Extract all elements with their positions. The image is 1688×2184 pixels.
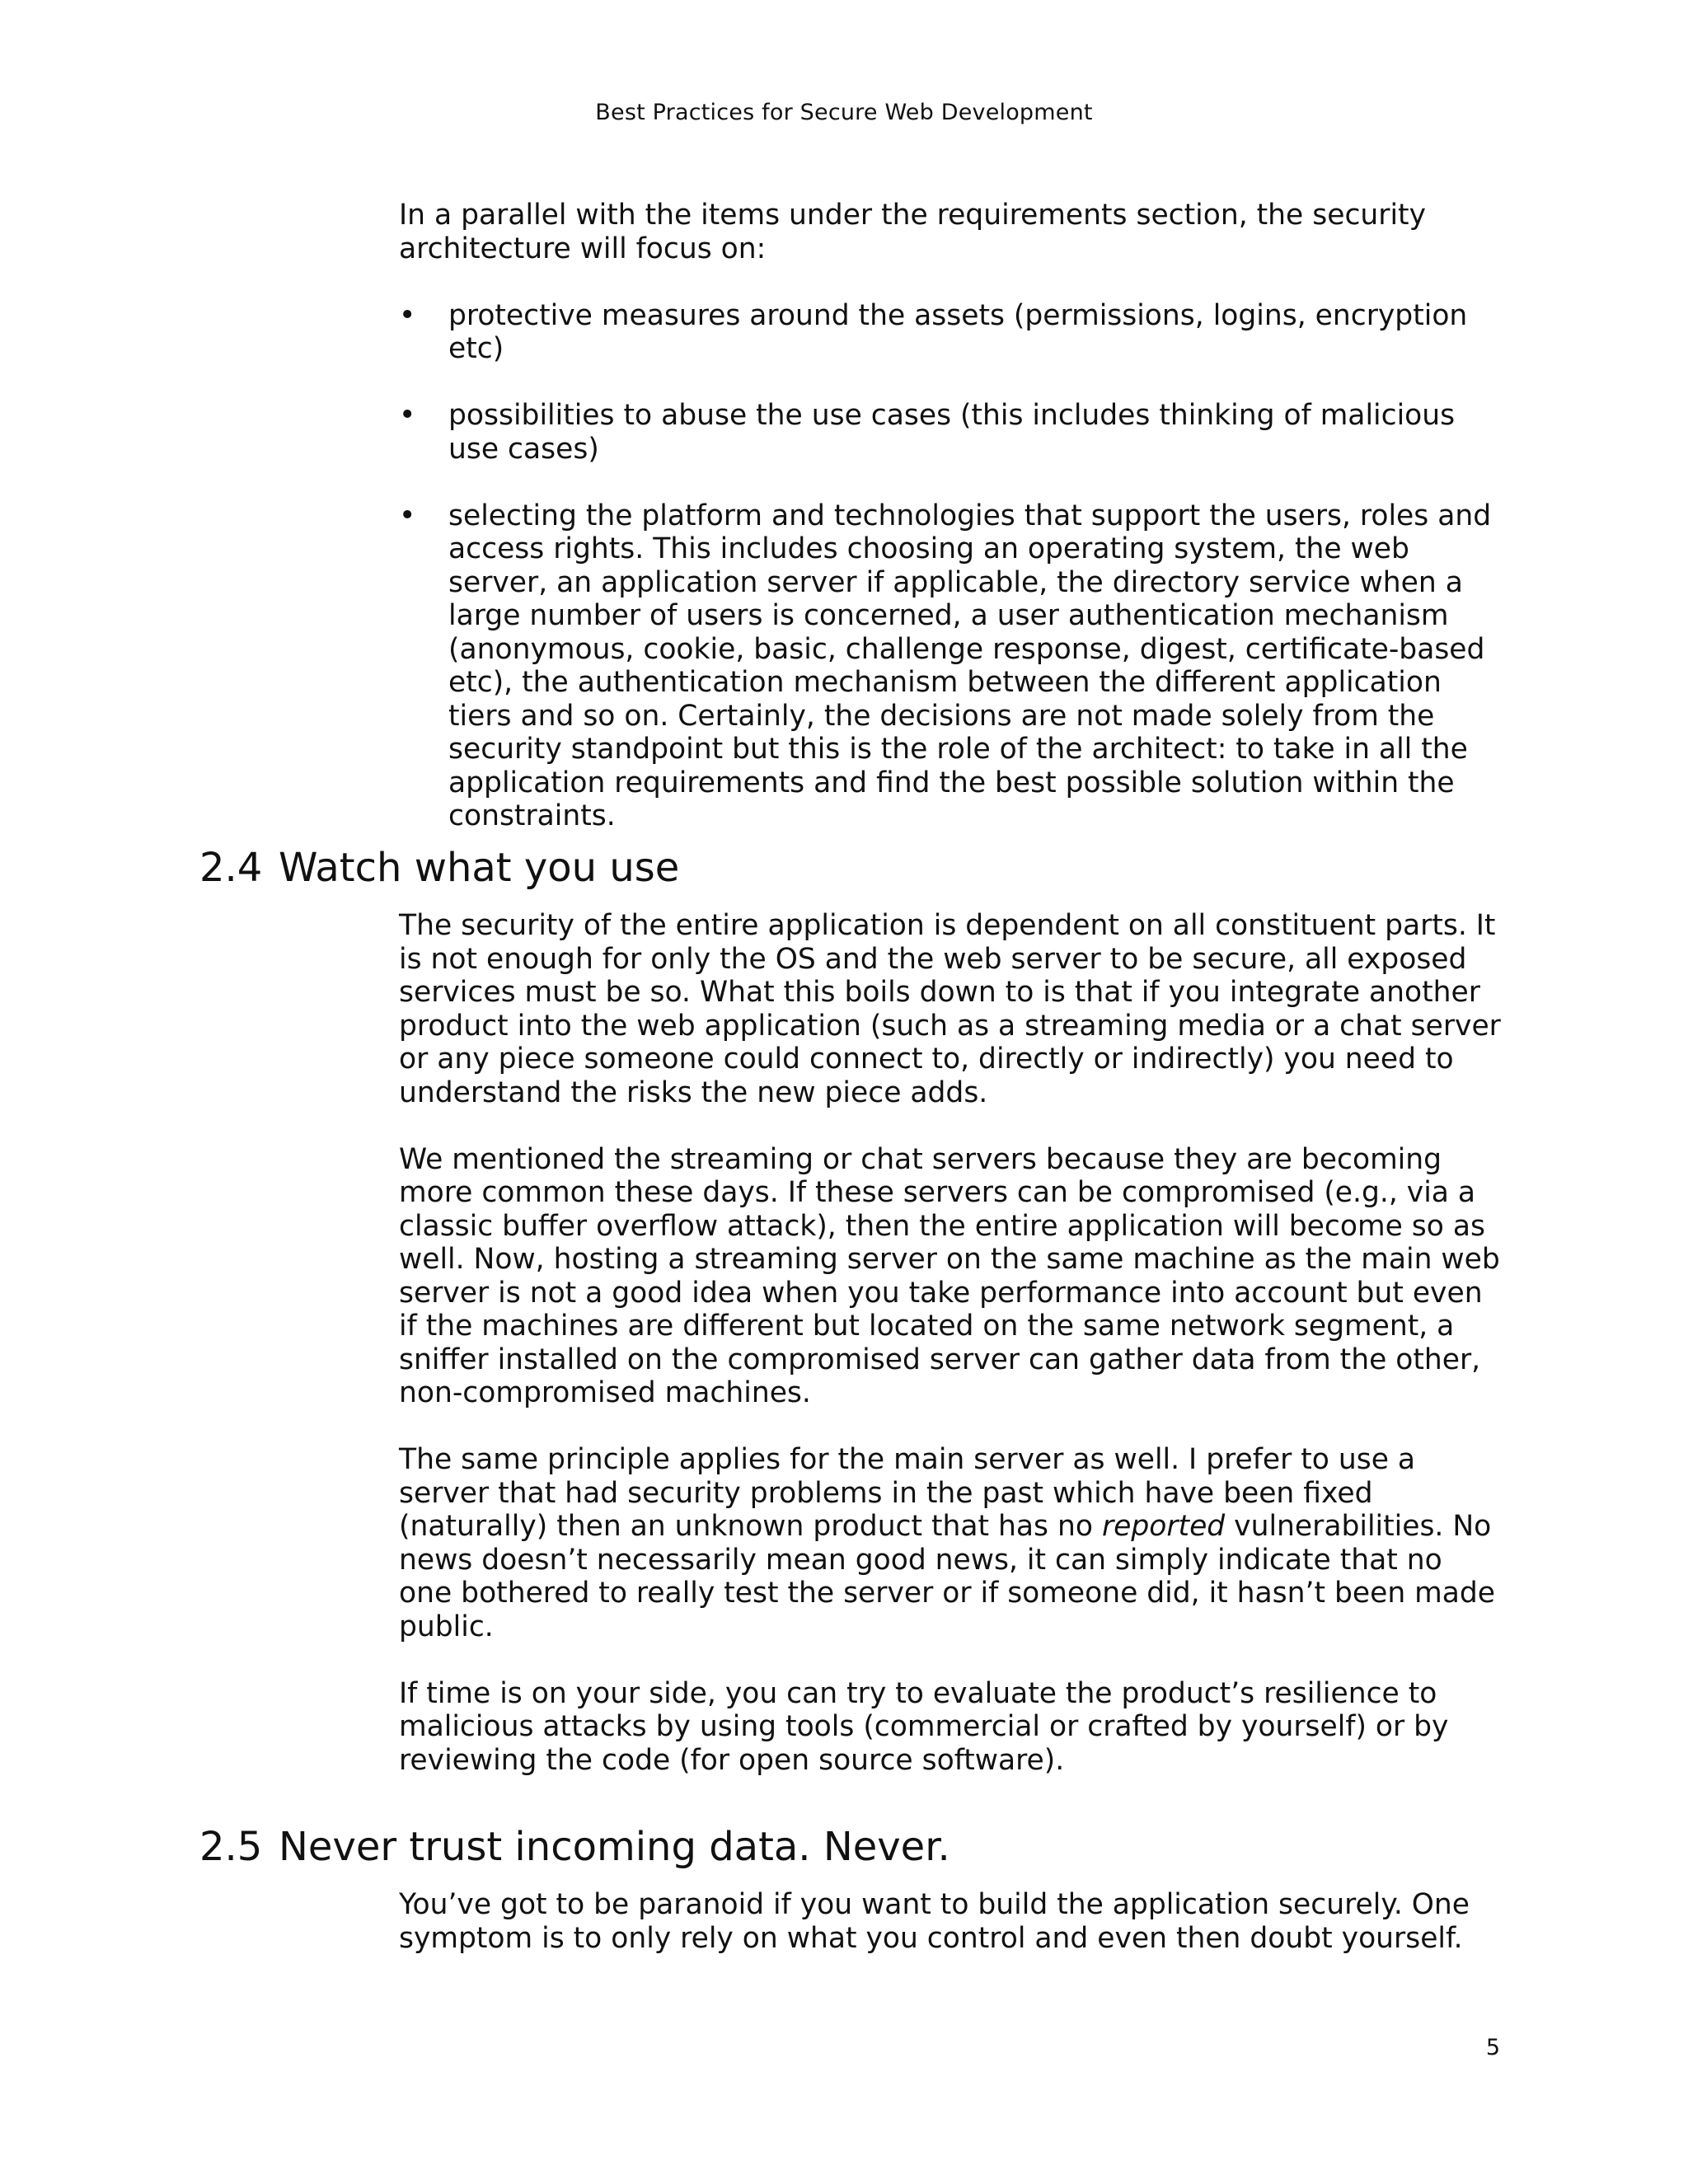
- section-number: 2.5: [199, 1824, 263, 1870]
- list-item-text: protective measures around the assets (permissions, logins, encryption etc): [448, 298, 1468, 365]
- paragraph: [399, 1443, 1503, 1643]
- bullet-icon: •: [399, 499, 416, 532]
- bullet-list: [399, 299, 1503, 833]
- list-item-text: selecting the platform and technologies that support the users, roles and access rights. This includes choosing an operating system, the web server, an application server if applicable, the directory service when a large number of users is concerned, a user authentication mechanism (anonymous, cookie, basic, challenge response, digest, certificate-based etc), the authentication mechanism between the different application tiers and so on. Certainly, the decisions are not made solely from the security standpoint but this is the role of the architect: to take in all the application requirements and find the best possible solution within the constraints.: [448, 499, 1492, 832]
- section-heading-2-4: [199, 845, 1518, 891]
- paragraph: If time is on your side, you can try to evaluate the product’s resilience to malicious attacks by using tools (commercial or crafted by yourself) or by reviewing the code (for open source software).: [399, 1676, 1449, 1777]
- section-2-5-body: [399, 1888, 1503, 1955]
- section-2-4-body: [399, 909, 1503, 1777]
- section-title: Never trust incoming data. Never.: [279, 1824, 950, 1870]
- paragraph-text: The same principle applies for the main server as well. I prefer to use a server that had security problems in the past which have been fixed (naturally) then an unknown product that has no: [399, 1443, 1416, 1543]
- intro-block: [399, 199, 1503, 833]
- section-number: 2.4: [199, 845, 263, 891]
- list-item: [399, 399, 1503, 466]
- paragraph: You’ve got to be paranoid if you want to build the application securely. One symptom is to only rely on what you control and even then doubt yourself.: [399, 1888, 1470, 1955]
- intro-paragraph: In a parallel with the items under the requirements section, the security architecture will focus on:: [399, 199, 1426, 265]
- section-heading-2-5: [199, 1824, 1518, 1870]
- page-number: 5: [1485, 2035, 1500, 2060]
- bullet-icon: •: [399, 399, 416, 432]
- paragraph-text: vulnerabilities. No news doesn’t necessarily mean good news, it can simply indicate that no one bothered to really test the server or if someone did, it hasn’t been made public.: [399, 1510, 1496, 1643]
- emphasis-text: reported: [1101, 1510, 1226, 1543]
- paragraph: The security of the entire application is dependent on all constituent parts. It is not enough for only the OS and the web server to be secure, all exposed services must be so. What this boils down to is that if you integrate another product into the web application (such as a streaming media or a chat server or any piece someone could connect to, directly or indirectly) you need to understand the risks the new piece adds.: [399, 909, 1501, 1109]
- list-item: [399, 499, 1503, 833]
- list-item: [399, 299, 1503, 366]
- bullet-icon: •: [399, 298, 416, 332]
- section-title: Watch what you use: [279, 845, 680, 891]
- paragraph: We mentioned the streaming or chat servers because they are becoming more common these days. If these servers can be compromised (e.g., via a classic buffer overflow attack), then the entire application will become so as well. Now, hosting a streaming server on the same machine as the main web server is not a good idea when you take performance into account but even if the machines are different but located on the same network segment, a sniffer installed on the compromised server can gather data from the other, non-compromised machines.: [399, 1142, 1500, 1409]
- list-item-text: possibilities to abuse the use cases (this includes thinking of malicious use cases): [448, 399, 1456, 466]
- running-header: Best Practices for Secure Web Development: [595, 100, 1093, 125]
